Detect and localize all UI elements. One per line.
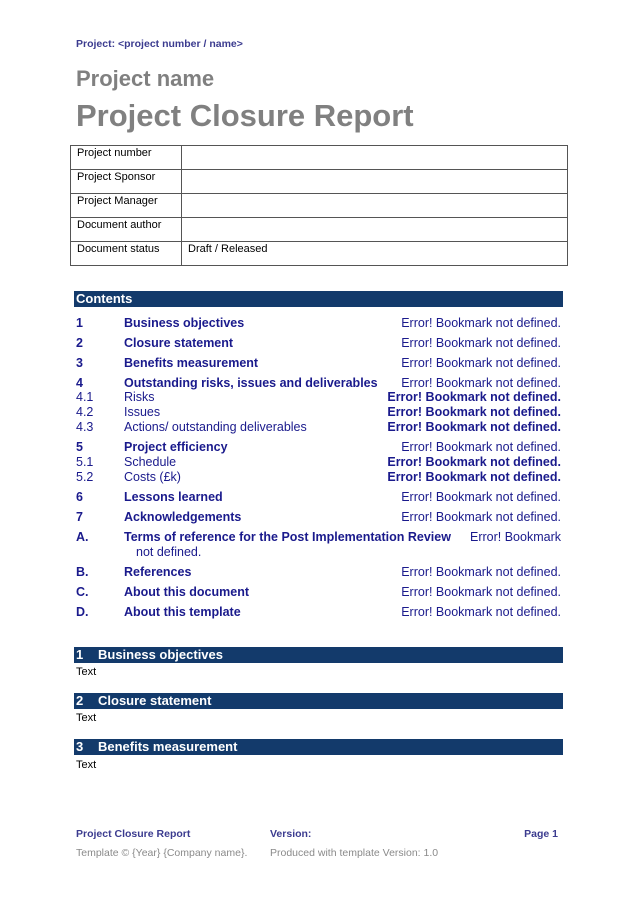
section-heading (74, 647, 563, 663)
toc-page-ref: Error! Bookmark not defined. (401, 510, 561, 524)
toc-title[interactable]: Schedule (124, 455, 177, 469)
contents-heading-label: Contents (76, 291, 133, 306)
toc-page-ref: Error! Bookmark not defined. (387, 420, 561, 434)
info-label: Document status (71, 242, 182, 266)
toc-title[interactable]: Costs (£k) (124, 470, 181, 484)
toc-title[interactable]: References (124, 565, 192, 579)
info-label: Project number (71, 146, 182, 170)
toc-entry[interactable] (76, 455, 561, 470)
toc-number: 6 (76, 490, 83, 504)
toc-title[interactable]: About this document (124, 585, 249, 599)
toc-title[interactable]: Acknowledgements (124, 510, 242, 524)
table-row (71, 170, 568, 194)
toc-number: 3 (76, 356, 83, 370)
toc-page-ref: Error! Bookmark not defined. (387, 390, 561, 404)
toc-page-ref: Error! Bookmark not defined. (401, 605, 561, 619)
toc-entry[interactable] (76, 585, 561, 600)
toc-title[interactable]: Actions/ outstanding deliverables (124, 420, 307, 434)
section-title: Business objectives (98, 647, 223, 662)
toc-entry[interactable] (76, 390, 561, 405)
section-title: Benefits measurement (98, 739, 238, 754)
toc-title[interactable]: Risks (124, 390, 155, 404)
footer-page-number: Page 1 (524, 828, 558, 840)
toc-number: B. (76, 565, 89, 579)
toc-entry[interactable] (76, 565, 561, 580)
toc-title[interactable]: Issues (124, 405, 161, 419)
toc-page-ref: Error! Bookmark not defined. (401, 440, 561, 454)
toc-page-ref: Error! Bookmark not defined. (387, 405, 561, 419)
section-body: Text (76, 759, 97, 771)
footer-document-title: Project Closure Report (76, 828, 191, 840)
section-title: Closure statement (98, 693, 212, 708)
toc-number: 4.2 (76, 405, 94, 419)
section-body: Text (76, 712, 97, 724)
toc-title[interactable]: Benefits measurement (124, 356, 259, 370)
toc-title[interactable]: Project efficiency (124, 440, 228, 454)
toc-number: C. (76, 585, 89, 599)
table-row (71, 194, 568, 218)
document-title: Project Closure Report (76, 98, 414, 133)
toc-page-ref-continuation: not defined. (136, 545, 202, 559)
toc-page-ref: Error! Bookmark not defined. (401, 356, 561, 370)
toc-number: 1 (76, 316, 83, 330)
toc-entry[interactable] (76, 316, 561, 331)
section-body: Text (76, 666, 97, 678)
info-value[interactable]: Draft / Released (182, 242, 568, 266)
toc-entry[interactable] (76, 336, 561, 351)
running-header: Project: <project number / name> (76, 38, 243, 50)
toc-page-ref: Error! Bookmark not defined. (387, 455, 561, 469)
toc-page-ref: Error! Bookmark not defined. (401, 376, 561, 390)
table-row (71, 242, 568, 266)
toc-title[interactable]: Outstanding risks, issues and deliverables (124, 376, 378, 390)
toc-title[interactable]: About this template (124, 605, 241, 619)
toc-entry[interactable] (76, 440, 561, 455)
toc-title[interactable]: Terms of reference for the Post Implementation Review (124, 530, 451, 544)
project-name-heading: Project name (76, 66, 215, 91)
toc-title[interactable]: Lessons learned (124, 490, 223, 504)
project-info-table (70, 145, 568, 266)
toc-number: 7 (76, 510, 83, 524)
toc-page-ref: Error! Bookmark not defined. (401, 336, 561, 350)
toc-page-ref: Error! Bookmark not defined. (401, 490, 561, 504)
toc-page-ref: Error! Bookmark (470, 530, 561, 544)
info-label: Project Sponsor (71, 170, 182, 194)
toc-entry[interactable] (76, 420, 561, 435)
toc-number: D. (76, 605, 89, 619)
toc-number: 4.3 (76, 420, 94, 434)
toc-title[interactable]: Closure statement (124, 336, 234, 350)
toc-title[interactable]: Business objectives (124, 316, 245, 330)
info-value[interactable] (182, 146, 568, 170)
toc-number: 4.1 (76, 390, 94, 404)
toc-entry[interactable] (76, 605, 561, 620)
section-heading (74, 739, 563, 755)
toc-entry[interactable] (76, 405, 561, 420)
footer-version: Version: (270, 828, 312, 840)
toc-entry[interactable] (76, 356, 561, 371)
table-row (71, 146, 568, 170)
toc-number: 4 (76, 376, 83, 390)
table-row (71, 218, 568, 242)
toc-entry[interactable] (76, 376, 561, 391)
toc-number: 5.2 (76, 470, 94, 484)
toc-page-ref: Error! Bookmark not defined. (401, 585, 561, 599)
info-label: Document author (71, 218, 182, 242)
section-heading (74, 693, 563, 709)
toc-page-ref: Error! Bookmark not defined. (401, 316, 561, 330)
info-label: Project Manager (71, 194, 182, 218)
toc-number: 2 (76, 336, 83, 350)
toc-entry[interactable] (76, 510, 561, 525)
toc-number: A. (76, 530, 89, 544)
footer-copyright: Template © {Year} {Company name}. (76, 847, 248, 859)
info-value[interactable] (182, 218, 568, 242)
footer-template-version: Produced with template Version: 1.0 (270, 847, 439, 859)
toc-page-ref: Error! Bookmark not defined. (401, 565, 561, 579)
section-number: 3 (76, 739, 84, 754)
section-number: 1 (76, 647, 84, 662)
toc-entry[interactable] (76, 470, 561, 485)
toc-entry[interactable] (76, 530, 561, 545)
info-value[interactable] (182, 194, 568, 218)
contents-heading (74, 291, 563, 307)
toc-page-ref: Error! Bookmark not defined. (387, 470, 561, 484)
toc-entry[interactable] (76, 490, 561, 505)
toc-number: 5 (76, 440, 83, 454)
toc-number: 5.1 (76, 455, 94, 469)
section-number: 2 (76, 693, 84, 708)
info-value[interactable] (182, 170, 568, 194)
